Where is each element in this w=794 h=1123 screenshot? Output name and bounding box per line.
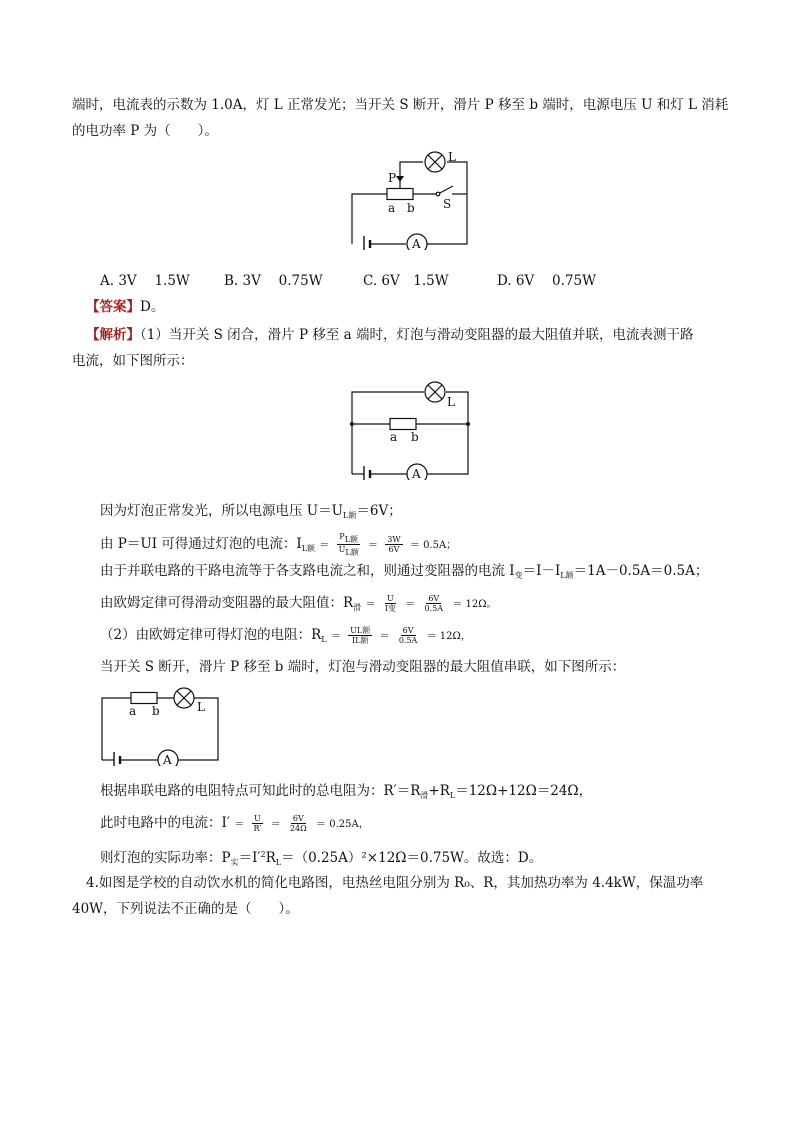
step-9-mid: ＝I′ [238,850,261,866]
wire [352,194,387,244]
step-3-sub: L额 [560,571,574,580]
wire [400,162,423,192]
fig2-label-a: a [390,430,398,444]
step-1-tail: ＝6V； [356,503,402,519]
fraction-denominator: U [338,545,346,554]
step-9-sub: 实 [230,858,239,867]
fraction [337,532,361,557]
fig1-label-a: a [388,201,396,215]
fraction-numerator: 6V [292,814,304,823]
fig1-label-ammeter: A [412,237,421,250]
fig2-label-ammeter: A [412,467,421,480]
circuit-figure-3 [96,686,226,766]
step-2-sub: L额 [301,544,316,553]
step-5 [100,626,471,649]
step-2-result: ＝ 0.5A； [409,540,457,551]
step-7-mid: +R [428,783,450,799]
fraction [252,814,264,833]
intro-line-2: 的电功率 P 为（ ）。 [72,123,218,139]
step-9-tail: ＝（0.25A）²×12Ω＝0.75W。故选：D。 [281,850,543,866]
step-7-text: 根据串联电路的电阻特点可知此时的总电阻为：R′＝R [100,783,421,799]
fraction [288,814,309,833]
fraction-numerator: U [386,594,394,603]
switch-contact [436,192,440,196]
step-5-text: （2）由欧姆定律可得灯泡的电阻：R [100,627,322,643]
step-3-text: 由于并联电路的干路电流等于各支路电流之和，则通过变阻器的电流 I [100,563,515,579]
analysis-line-2: 电流，如下图所示： [72,353,194,369]
answer-line [86,298,164,316]
answer-value: D。 [140,299,165,315]
step-7-sub: L [449,791,456,800]
fraction-numerator: UL额 [350,626,371,635]
step-2-text: 由 P＝UI 可得通过灯泡的电流：I [100,536,302,552]
fraction-numerator: 6V [402,626,414,635]
step-8-result: ＝ 0.25A， [316,819,369,830]
fraction-denominator: R′ [253,824,262,833]
fraction-denominator: 0.5A [398,636,418,645]
analysis-line-1 [86,326,693,344]
question-4-line-2: 40W，下列说法不正确的是（ ）。 [72,901,299,917]
step-5-result: ＝ 12Ω， [426,631,471,642]
fig1-label-s: S [443,197,452,211]
fraction-numerator-sub: L额 [344,535,358,544]
step-8 [100,814,369,834]
fraction [348,626,372,645]
rheostat-symbol [390,419,416,430]
analysis-text-1: （1）当开关 S 闭合，滑片 P 移至 a 端时，灯泡与滑动变阻器的最大阻值并联，电流表测干路 [140,327,694,343]
answer-label: 【答案】 [86,299,140,315]
fraction-numerator: P [339,532,345,541]
step-7 [100,782,592,805]
step-1-sub: L额 [343,511,357,520]
option-b: B. 3V 0.75W [224,273,323,289]
fraction [397,626,420,645]
fraction-numerator: 6V [428,594,440,603]
fig2-label-b: b [411,430,419,444]
step-1 [100,502,402,525]
equals-sign: ＝ [234,819,245,830]
question-4-line-1: 4.如图是学校的自动饮水机的简化电路图，电热丝电阻分别为 R₀、R，其加热功率为 4.4kW，保温功率 [86,875,704,891]
analysis-label: 【解析】 [86,327,140,343]
equals-sign: ＝ [405,599,416,610]
step-6: 当开关 S 断开，滑片 P 移至 b 端时，灯泡与滑动变阻器的最大阻值串联，如下图所示： [100,659,626,675]
fig3-label-l: L [197,700,205,714]
step-4-result: ＝ 12Ω。 [452,599,497,610]
fig3-label-a: a [129,704,137,718]
step-3-sub: 变 [514,571,523,580]
fig1-label-b: b [407,201,415,215]
equals-sign: ＝ [330,631,341,642]
step-9-sub: L [275,858,282,867]
fig1-label-p: P [388,171,397,185]
step-3-mid: ＝I－I [522,563,561,579]
step-8-text: 此时电路中的电流：I′ [100,815,230,831]
switch-blade [438,186,453,194]
option-a: A. 3V 1.5W [100,273,190,289]
slider-arrow [396,176,404,182]
step-1-text: 因为灯泡正常发光，所以电源电压 U＝U [100,503,344,519]
fraction [423,594,446,613]
fraction-denominator-sub: L额 [345,548,359,557]
circuit-figure-2 [340,380,480,480]
wire [102,698,131,760]
fraction-denominator: 6V [388,545,400,554]
fraction-denominator: 24Ω [289,824,307,833]
step-4 [100,594,497,617]
step-9-sup: 2 [260,850,266,859]
junction-dot [350,422,354,426]
fig3-label-b: b [152,704,160,718]
circuit-figure-1 [340,150,480,250]
equals-sign: ＝ [367,540,378,551]
fraction-denominator: IL额 [351,636,369,645]
step-7-sub: 滑 [420,791,429,800]
step-3-tail: ＝1A－0.5A＝0.5A； [573,563,709,579]
rheostat-symbol [387,189,413,200]
option-d: D. 6V 0.75W [497,273,596,289]
step-9-text: 则灯泡的实际功率：P [100,850,231,866]
step-9-mid: R [265,850,276,866]
equals-sign: ＝ [270,819,281,830]
fraction [385,535,402,554]
step-7-tail: ＝12Ω+12Ω＝24Ω， [455,783,593,799]
intro-line-1: 端时，电流表的示数为 1.0A，灯 L 正常发光；当开关 S 断开，滑片 P 移至 b 端时，电源电压 U 和灯 L 消耗 [72,97,729,113]
fig3-label-ammeter: A [163,753,172,766]
junction-dot [466,422,470,426]
step-3 [100,562,708,585]
fig2-label-l: L [447,395,455,409]
fraction-numerator: U [254,814,261,823]
equals-sign: ＝ [319,540,330,551]
fraction-numerator: 3W [387,535,401,544]
step-9 [100,846,542,872]
equals-sign: ＝ [365,599,376,610]
fraction-denominator: 0.5A [424,604,444,613]
fraction [383,594,398,613]
rheostat-symbol [131,693,157,704]
step-2 [100,532,456,558]
option-c: C. 6V 1.5W [363,273,449,289]
equals-sign: ＝ [379,631,390,642]
step-5-sub: L [321,635,327,644]
fraction-denominator: I变 [384,604,396,613]
step-4-text: 由欧姆定律可得滑动变阻器的最大阻值：R [100,595,354,611]
step-4-sub: 滑 [353,603,362,612]
fig1-label-l: L [448,150,456,164]
